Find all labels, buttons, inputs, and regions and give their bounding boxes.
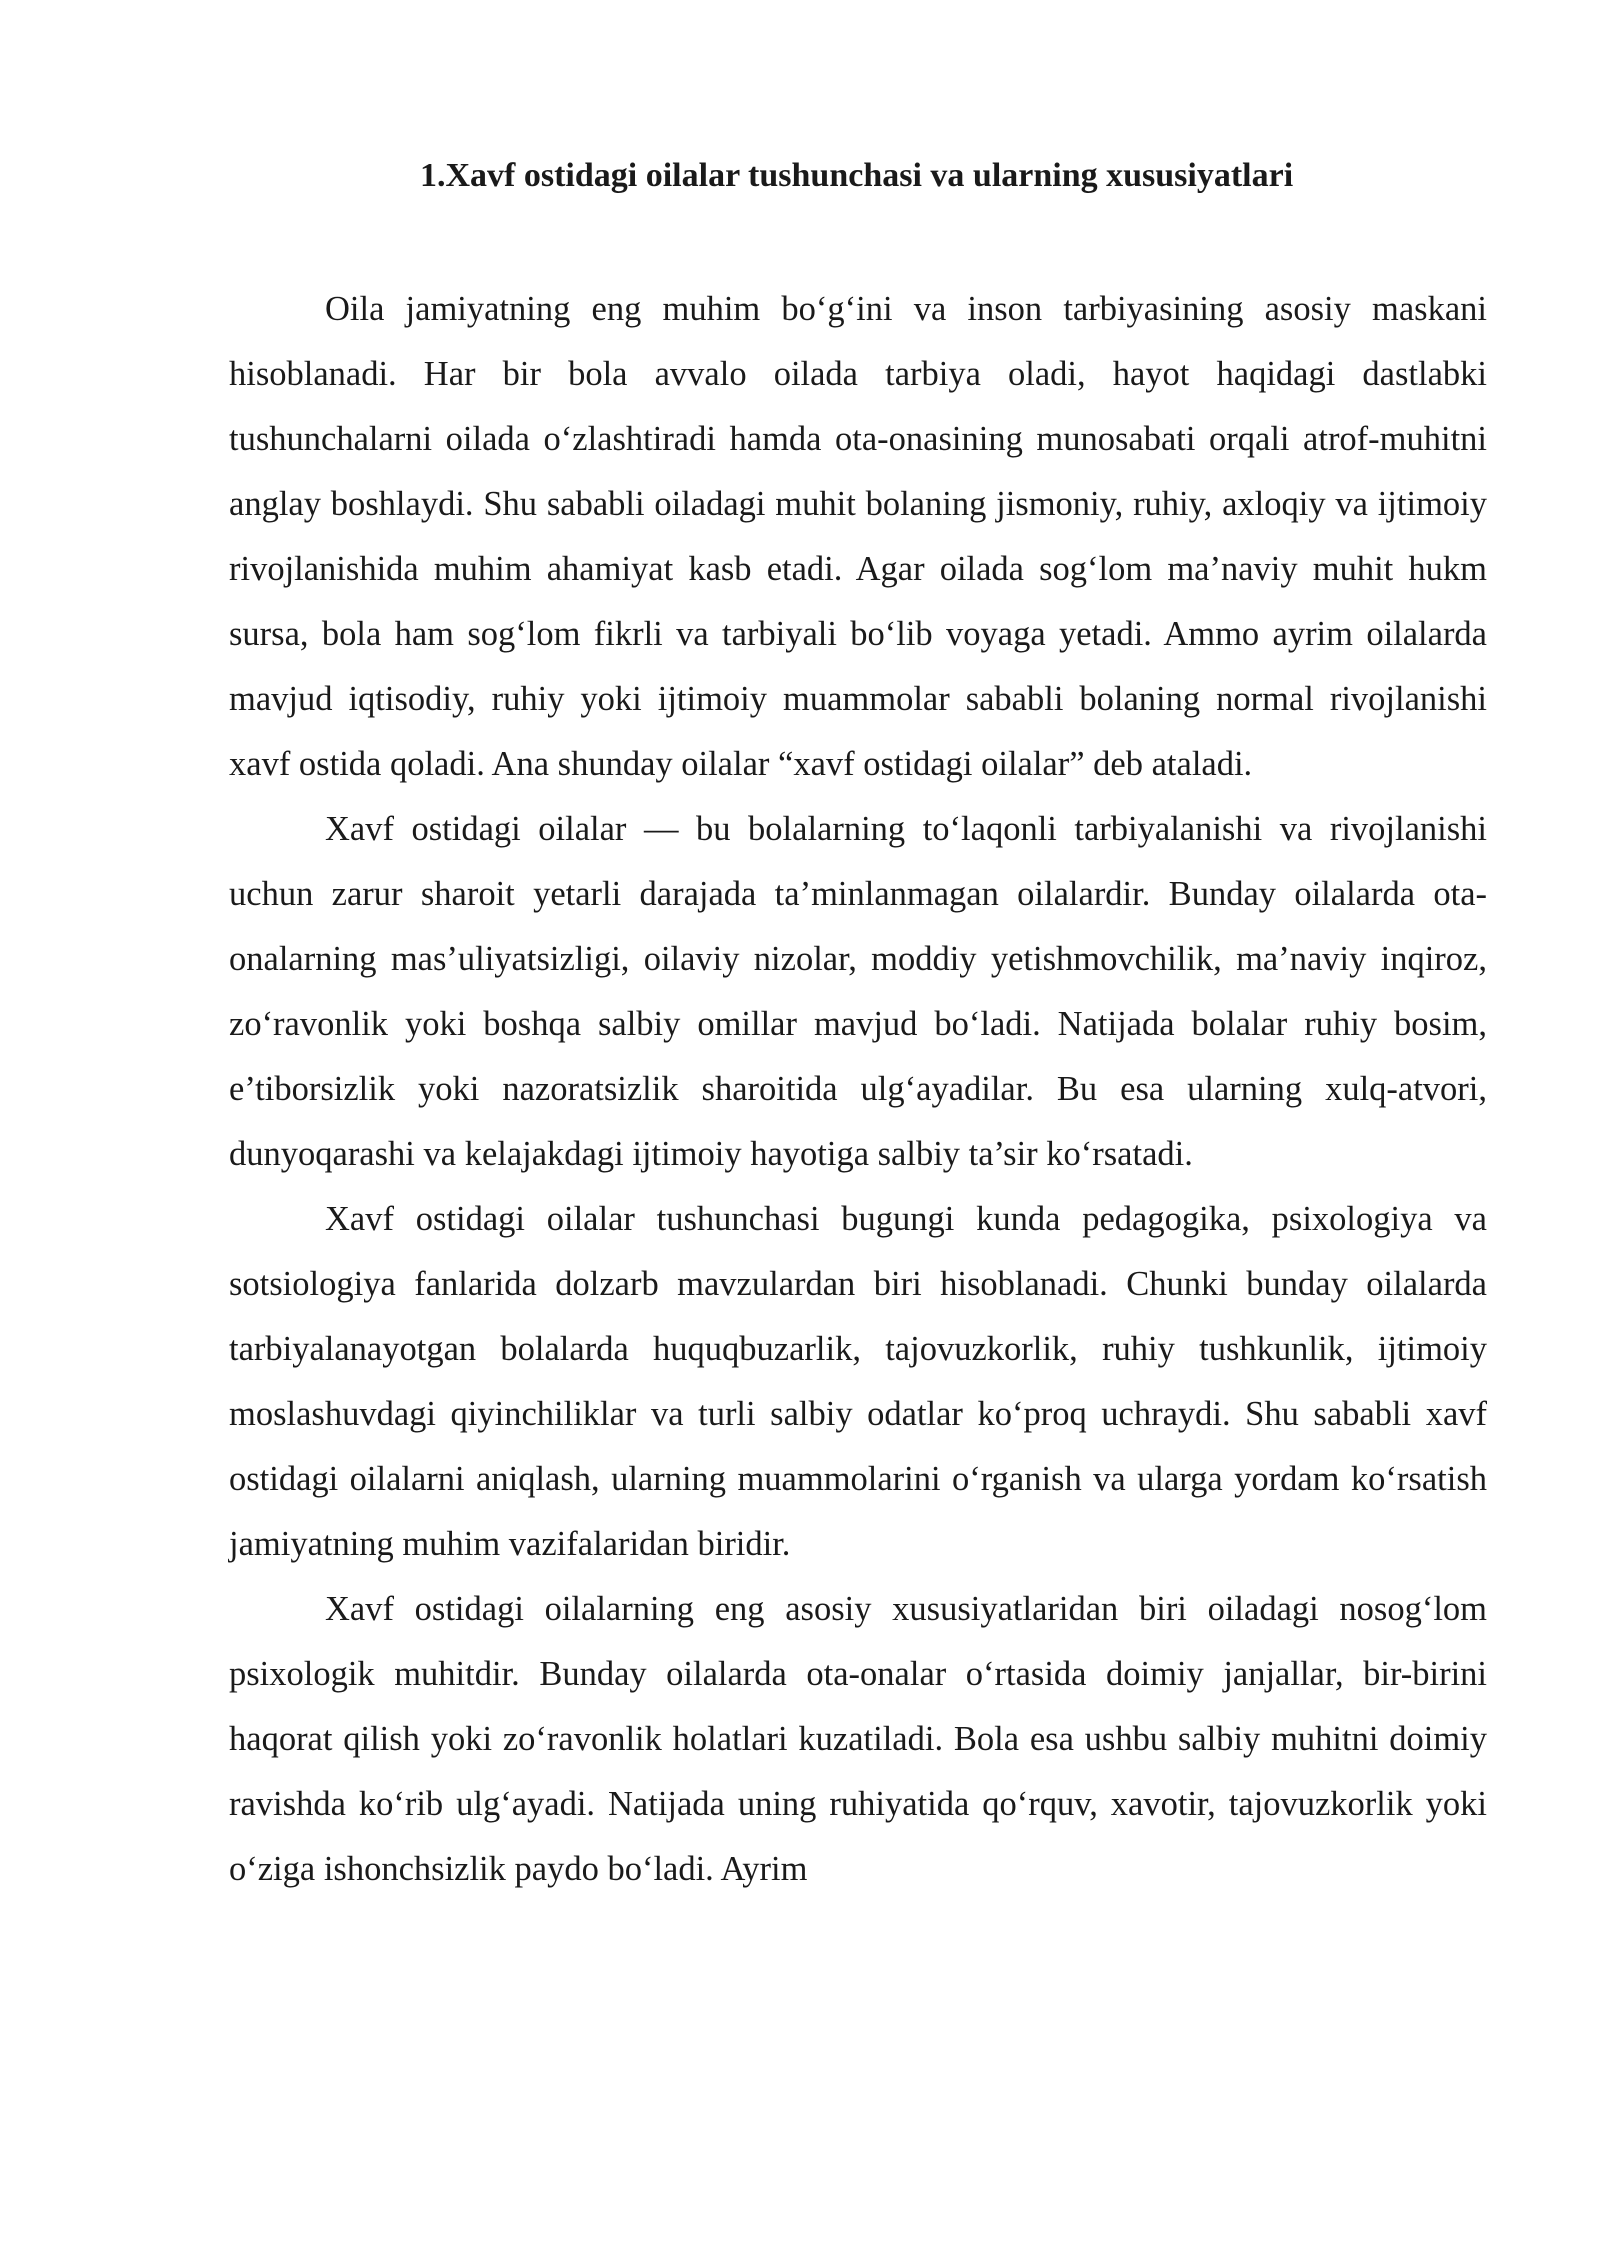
paragraph-3: Xavf ostidagi oilalar tushunchasi bugungi kunda pedagogika, psixologiya va sotsiologiya fanlarida dolzarb mavzulardan biri hisoblanadi. Chunki bunday oilalarda tarbiyalanayotgan bolalarda huquqbuzarlik, tajovuzkorlik, ruhiy tushkunlik, ijtimoiy moslashuvdagi qiyinchiliklar va turli salbiy odatlar ko‘proq uchraydi. Shu sababli xavf ostidagi oilalarni aniqlash, ularning muammolarini o‘rganish va ularga yordam ko‘rsatish jamiyatning muhim vazifalaridan biridir. [229,1200,1487,1563]
body-text [229,277,1487,1902]
section-heading: 1.Xavf ostidagi oilalar tushunchasi va ularning xususiyatlari [420,157,1294,194]
paragraph-4: Xavf ostidagi oilalarning eng asosiy xususiyatlaridan biri oiladagi nosog‘lom psixologik muhitdir. Bunday oilalarda ota-onalar o‘rtasida doimiy janjallar, bir-birini haqorat qilish yoki zo‘ravonlik holatlari kuzatiladi. Bola esa ushbu salbiy muhitni doimiy ravishda ko‘rib ulg‘ayadi. Natijada uning ruhiyatida qo‘rquv, xavotir, tajovuzkorlik yoki o‘ziga ishonchsizlik paydo bo‘ladi. Ayrim [229,1590,1487,1888]
paragraph-2: Xavf ostidagi oilalar — bu bolalarning to‘laqonli tarbiyalanishi va rivojlanishi uchun zarur sharoit yetarli darajada ta’minlanmagan oilalardir. Bunday oilalarda ota-onalarning mas’uliyatsizligi, oilaviy nizolar, moddiy yetishmovchilik, ma’naviy inqiroz, zo‘ravonlik yoki boshqa salbiy omillar mavjud bo‘ladi. Natijada bolalar ruhiy bosim, e’tiborsizlik yoki nazoratsizlik sharoitida ulg‘ayadilar. Bu esa ularning xulq-atvori, dunyoqarashi va kelajakdagi ijtimoiy hayotiga salbiy ta’sir ko‘rsatadi. [229,810,1487,1173]
paragraph-1: Oila jamiyatning eng muhim bo‘g‘ini va inson tarbiyasining asosiy maskani hisoblanadi. Har bir bola avvalo oilada tarbiya oladi, hayot haqidagi dastlabki tushunchalarni oilada o‘zlashtiradi hamda ota-onasining munosabati orqali atrof-muhitni anglay boshlaydi. Shu sababli oiladagi muhit bolaning jismoniy, ruhiy, axloqiy va ijtimoiy rivojlanishida muhim ahamiyat kasb etadi. Agar oilada sog‘lom ma’naviy muhit hukm sursa, bola ham sog‘lom fikrli va tarbiyali bo‘lib voyaga yetadi. Ammo ayrim oilalarda mavjud iqtisodiy, ruhiy yoki ijtimoiy muammolar sababli bolaning normal rivojlanishi xavf ostida qoladi. Ana shunday oilalar “xavf ostidagi oilalar” deb ataladi. [229,290,1487,783]
